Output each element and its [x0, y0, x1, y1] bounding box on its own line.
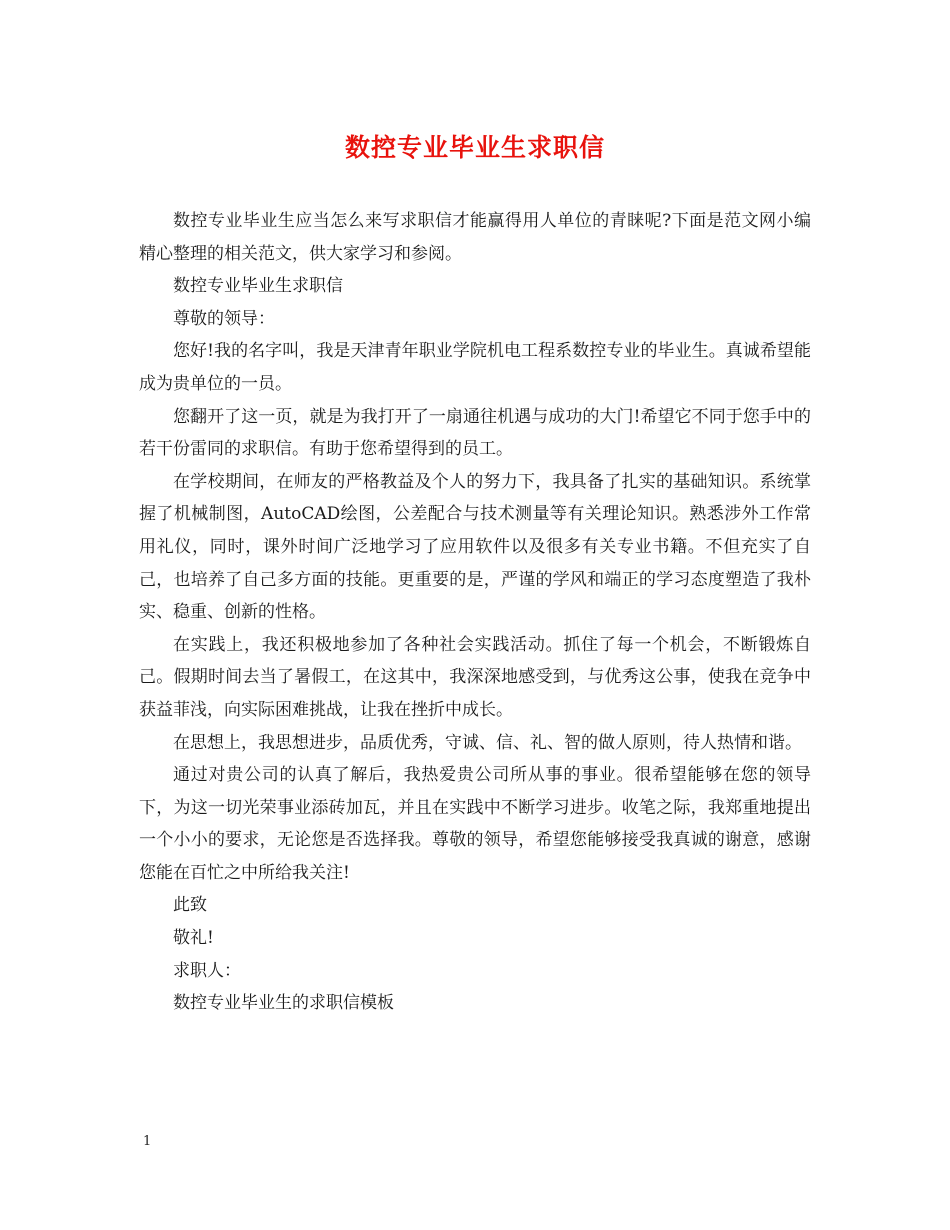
paragraph-education: 在学校期间，在师友的严格教益及个人的努力下，我具备了扎实的基础知识。系统掌握了机械制图，AutoCAD绘图，公差配合与技术测量等有关理论知识。熟悉涉外工作常用礼仪，同时，课外时间广泛地学习了应用软件以及很多有关专业书籍。不但充实了自己，也培养了自己多方面的技能。更重要的是，严谨的学风和端正的学习态度塑造了我朴实、稳重、创新的性格。 — [139, 471, 811, 623]
paragraph-regards-2: 敬礼! — [173, 928, 214, 949]
page-number: 1 — [143, 1134, 152, 1149]
paragraph-practice: 在实践上，我还积极地参加了各种社会实践活动。抓住了每一个机会，不断锻炼自己。假期时间去当了暑假工，在这其中，我深深地感受到，与优秀这公事，使我在竞争中获益菲浅，向实际困难挑战，让我在挫折中成长。 — [139, 634, 811, 720]
paragraph-intro: 数控专业毕业生应当怎么来写求职信才能赢得用人单位的青睐呢?下面是范文网小编精心整理的相关范文，供大家学习和参阅。 — [139, 211, 811, 264]
document-title: 数控专业毕业生求职信 — [344, 133, 605, 162]
paragraph-letter-heading: 数控专业毕业生求职信 — [173, 276, 343, 297]
paragraph-template-heading: 数控专业毕业生的求职信模板 — [173, 993, 394, 1014]
paragraph-regards-1: 此致 — [173, 895, 207, 916]
paragraph-applicant: 求职人： — [173, 960, 241, 981]
paragraph-greeting: 您好!我的名字叫，我是天津青年职业学院机电工程系数控专业的毕业生。真诚希望能成为贵单位的一员。 — [139, 341, 811, 394]
paragraph-salutation: 尊敬的领导： — [173, 308, 275, 329]
paragraph-opening: 您翻开了这一页，就是为我打开了一扇通往机遇与成功的大门!希望它不同于您手中的若干份雷同的求职信。有助于您希望得到的员工。 — [139, 406, 811, 460]
document-body — [139, 205, 811, 1020]
paragraph-character: 在思想上，我思想进步，品质优秀，守诚、信、礼、智的做人原则，待人热情和谐。 — [173, 732, 802, 753]
paragraph-closing: 通过对贵公司的认真了解后，我热爱贵公司所从事的事业。很希望能够在您的领导下，为这一切光荣事业添砖加瓦，并且在实践中不断学习进步。收笔之际，我郑重地提出一个小小的要求，无论您是否选择我。尊敬的领导，希望您能够接受我真诚的谢意，感谢您能在百忙之中所给我关注! — [139, 765, 811, 883]
